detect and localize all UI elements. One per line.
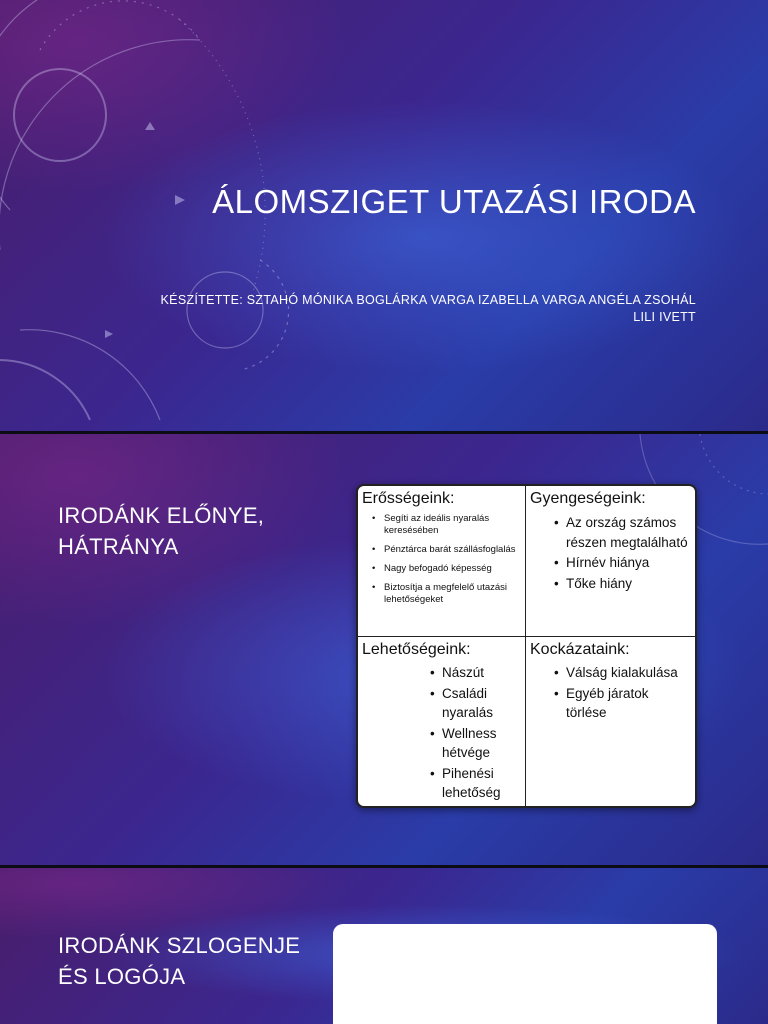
slide-heading: IRODÁNK SZLOGENJE ÉS LOGÓJA xyxy=(58,933,301,989)
swot-weaknesses-cell xyxy=(526,486,695,637)
list-item: • Biztosítja a megfelelő utazási lehetőségeket xyxy=(384,582,521,606)
list-item: • Nászút xyxy=(442,663,521,683)
list-item: • Wellness hétvége xyxy=(442,724,521,763)
logo-image xyxy=(333,924,717,1024)
swot-strengths-cell xyxy=(358,486,526,637)
list-item: • Válság kialakulása xyxy=(566,663,691,683)
swot-table xyxy=(356,484,697,808)
slide-swot[interactable] xyxy=(0,434,768,865)
list-item: • Segíti az ideális nyaralás keresésében xyxy=(384,513,521,537)
list-item: • Nagy befogadó képesség xyxy=(384,563,521,575)
list-item: • Az ország számos részen megtalálható xyxy=(566,513,691,552)
presentation-subtitle: KÉSZÍTETTE: SZTAHÓ MÓNIKA BOGLÁRKA VARGA IZABELLA VARGA ANGÉLA ZSOHÁL LILI IVETT xyxy=(160,293,696,324)
list-item: • Egyéb járatok törlése xyxy=(566,684,691,723)
swot-opportunities-cell xyxy=(358,637,526,806)
strengths-heading: Erősségeink: xyxy=(362,490,455,507)
weaknesses-heading: Gyengeségeink: xyxy=(530,490,646,507)
threats-heading: Kockázataink: xyxy=(530,641,630,658)
presentation-title: ÁLOMSZIGET UTAZÁSI IRODA xyxy=(212,183,696,220)
opportunities-heading: Lehetőségeink: xyxy=(362,641,471,658)
swot-threats-cell xyxy=(526,637,695,806)
logo-card xyxy=(333,924,717,1024)
list-item: • Pihenési lehetőség xyxy=(442,764,521,803)
list-item: • Tőke hiány xyxy=(566,574,691,594)
list-item: • Pénztárca barát szállásfoglalás xyxy=(384,544,521,556)
list-item: • Családi nyaralás xyxy=(442,684,521,723)
list-item: • Hírnév hiánya xyxy=(566,553,691,573)
slide-heading: IRODÁNK ELŐNYE, HÁTRÁNYA xyxy=(58,503,265,559)
slide-title[interactable] xyxy=(0,0,768,431)
slide-logo[interactable] xyxy=(0,868,768,1024)
